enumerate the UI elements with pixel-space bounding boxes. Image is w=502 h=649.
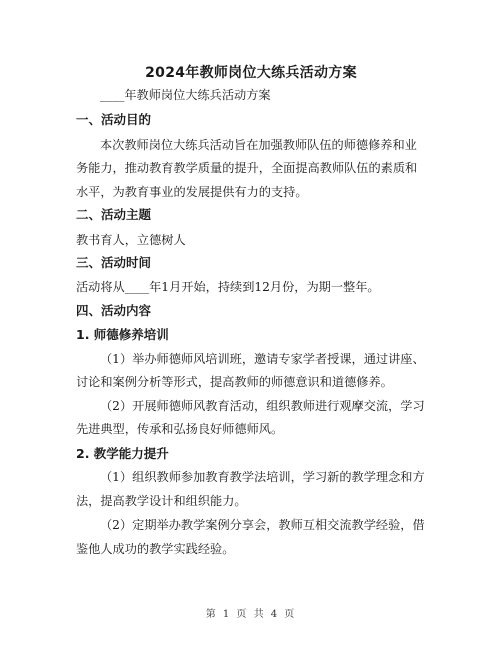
paragraph-line: （1）举办师德师风培训班，邀请专家学者授课，通过讲座、 <box>100 352 425 366</box>
section-heading-theme: 二、活动主题 <box>76 207 152 222</box>
paragraph-line: 本次教师岗位大练兵活动旨在加强教师队伍的师德修养和业 <box>100 138 417 152</box>
paragraph-line: 务能力，推动教育教学质量的提升，全面提高教师队伍的素质和 <box>76 161 418 175</box>
section-heading-time: 三、活动时间 <box>76 255 152 270</box>
section-heading-content: 四、活动内容 <box>76 303 152 318</box>
paragraph-line: 先进典型，传承和弘扬良好师德师风。 <box>76 422 284 436</box>
paragraph-line: （1）组织教师参加教育教学法培训，学习新的教学理念和方 <box>100 470 425 484</box>
section-heading-purpose: 一、活动目的 <box>76 112 152 127</box>
paragraph-line: 水平，为教育事业的发展提供有力的支持。 <box>76 185 308 199</box>
paragraph-line: （2）定期举办教学案例分享会，教师互相交流教学经验，借 <box>100 518 425 532</box>
paragraph-line: 鉴他人成功的教学实践经验。 <box>76 542 235 556</box>
paragraph-line: 法，提高教学设计和组织能力。 <box>76 494 247 508</box>
subsection-heading-teaching: 2. 教学能力提升 <box>76 446 169 461</box>
paragraph-line: 教书育人，立德树人 <box>76 233 186 247</box>
paragraph-line: 讨论和案例分析等形式，提高教师的师德意识和道德修养。 <box>76 375 393 389</box>
document-subtitle: ____年教师岗位大练兵活动方案 <box>100 88 271 102</box>
document-title: 2024年教师岗位大练兵活动方案 <box>145 65 357 81</box>
paragraph-line: 活动将从____年1月开始，持续到12月份，为期一整年。 <box>76 280 380 294</box>
page-number-footer: 第 1 页 共 4 页 <box>205 609 297 620</box>
paragraph-line: （2）开展师德师风教育活动，组织教师进行观摩交流，学习 <box>100 399 425 413</box>
subsection-heading-ethics: 1. 师德修养培训 <box>76 327 169 342</box>
